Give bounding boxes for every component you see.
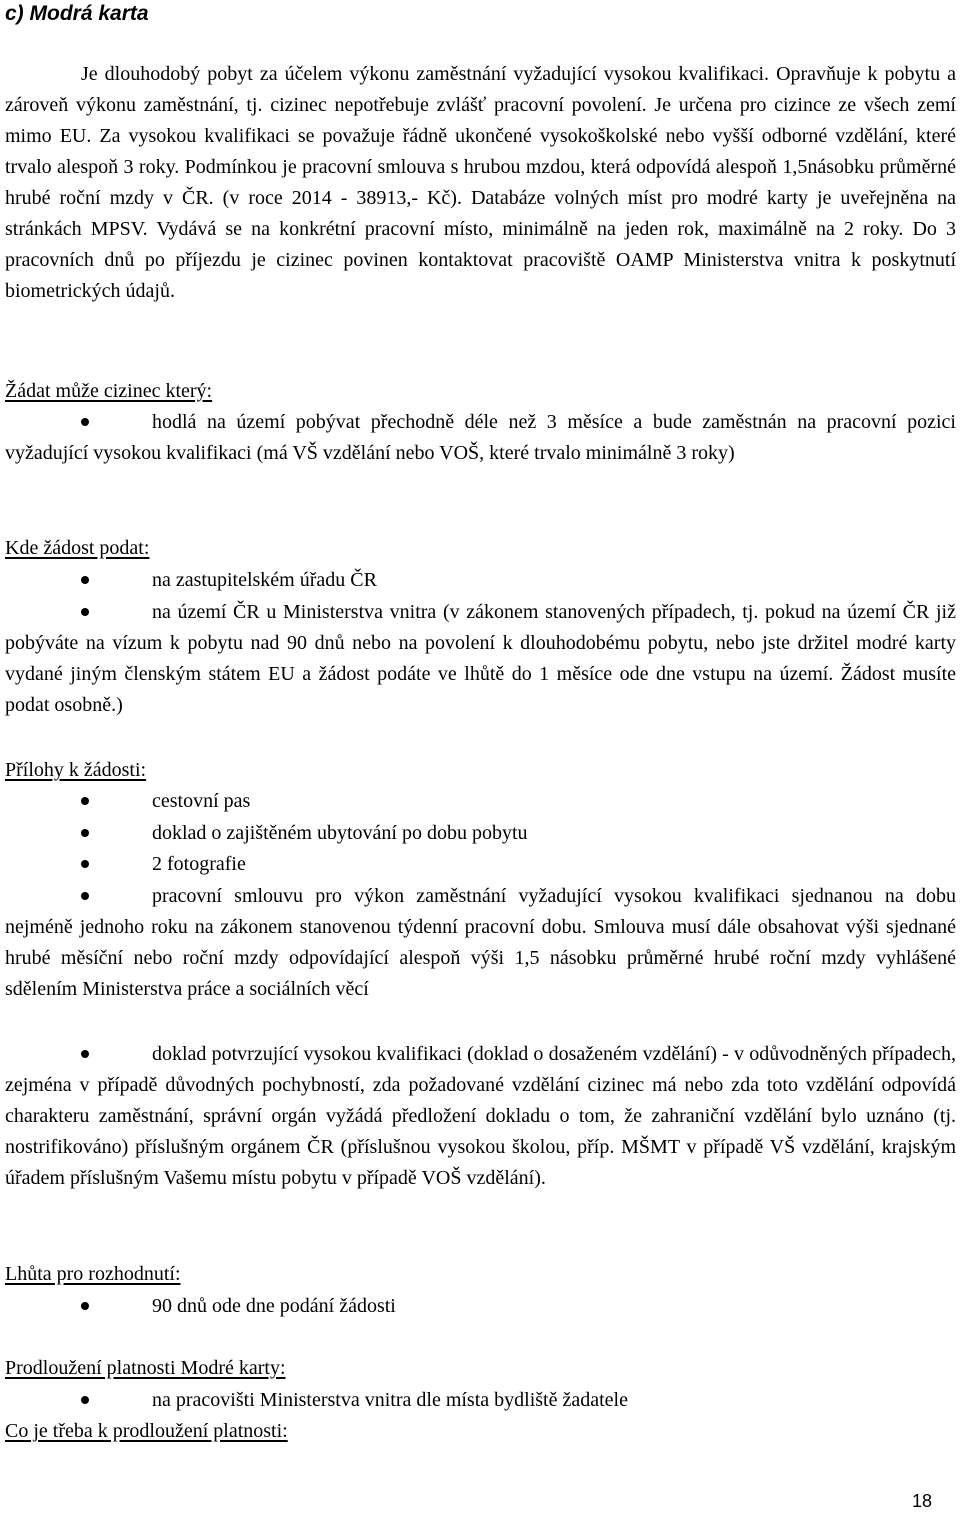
- list-item: na zastupitelském úřadu ČR: [152, 569, 377, 591]
- list-item: 2 fotografie: [152, 853, 246, 875]
- section-title-decision-deadline: Lhůta pro rozhodnutí:: [5, 1263, 181, 1285]
- list-item: na pracovišti Ministerstva vnitra dle místa bydliště žadatele: [152, 1389, 628, 1411]
- section-title-where-to-apply: Kde žádost podat:: [5, 537, 150, 559]
- section-heading: c) Modrá karta: [5, 2, 149, 25]
- section-title-eligibility: Žádat může cizinec který:: [5, 380, 213, 402]
- list-item: pracovní smlouvu pro výkon zaměstnání vyžadující vysokou kvalifikaci sjednanou na dobu nejméně jednoho roku na zákonem stanovenou týdenní pracovní dobu. Smlouva musí dále obsahovat výši sjednané hrubé měsíční nebo roční mzdy odpovídající alespoň výši 1,5 násobku průměrné hrubé roční mzdy vyhlášené sdělením Ministerstva práce a sociálních věcí: [5, 885, 956, 1000]
- section-title-extension: Prodloužení platnosti Modré karty:: [5, 1357, 286, 1379]
- section-title-attachments: Přílohy k žádosti:: [5, 759, 147, 781]
- section-title-extension-requirements: Co je třeba k prodloužení platnosti:: [5, 1420, 288, 1442]
- list-item: doklad potvrzující vysokou kvalifikaci (doklad o dosaženém vzdělání) - v odůvodněných případech, zejména v případě důvodných pochybností, zda požadované vzdělání cizinec má nebo zda toto vzdělání odpovídá charakteru zaměstnání, správní orgán vyžádá předložení dokladu o tom, že zahraniční vzdělání bylo uznáno (tj. nostrifikováno) příslušným orgánem ČR (příslušnou vysokou školou, příp. MŠMT v případě VŠ vzdělání, krajským úřadem příslušným Vašemu místu pobytu v případě VOŠ vzdělání).: [5, 1043, 956, 1189]
- page-number: 18: [911, 1491, 932, 1511]
- list-item: cestovní pas: [152, 790, 251, 812]
- list-item: doklad o zajištěném ubytování po dobu pobytu: [152, 822, 528, 844]
- list-item: na území ČR u Ministerstva vnitra (v zákonem stanovených případech, tj. pokud na území ČR již pobýváte na vízum k pobytu nad 90 dnů nebo na povolení k dlouhodobému pobytu, nebo jste držitel modré karty vydané jiným členským státem EU a žádost podáte ve lhůtě do 1 měsíce ode dne vstupu na území. Žádost musíte podat osobně.): [5, 601, 956, 716]
- intro-paragraph: Je dlouhodobý pobyt za účelem výkonu zaměstnání vyžadující vysokou kvalifikaci. Opravňuje k pobytu a zároveň výkonu zaměstnání, tj. cizinec nepotřebuje zvlášť pracovní povolení. Je určena pro cizince ze všech zemí mimo EU. Za vysokou kvalifikaci se považuje řádně ukončené vysokoškolské nebo vyšší odborné vzdělání, které trvalo alespoň 3 roky. Podmínkou je pracovní smlouva s hrubou mzdou, která odpovídá alespoň 1,5násobku průměrné hrubé roční mzdy v ČR. (v roce 2014 - 38913,- Kč). Databáze volných míst pro modré karty je uveřejněna na stránkách MPSV. Vydává se na konkrétní pracovní místo, minimálně na jeden rok, maximálně na 2 roky. Do 3 pracovních dnů po příjezdu je cizinec povinen kontaktovat pracoviště OAMP Ministerstva vnitra k poskytnutí biometrických údajů.: [5, 63, 956, 302]
- list-item: hodlá na území pobývat přechodně déle než 3 měsíce a bude zaměstnán na pracovní pozici vyžadující vysokou kvalifikaci (má VŠ vzdělání nebo VOŠ, které trvalo minimálně 3 roky): [5, 411, 956, 464]
- list-item: 90 dnů ode dne podání žádosti: [152, 1295, 396, 1317]
